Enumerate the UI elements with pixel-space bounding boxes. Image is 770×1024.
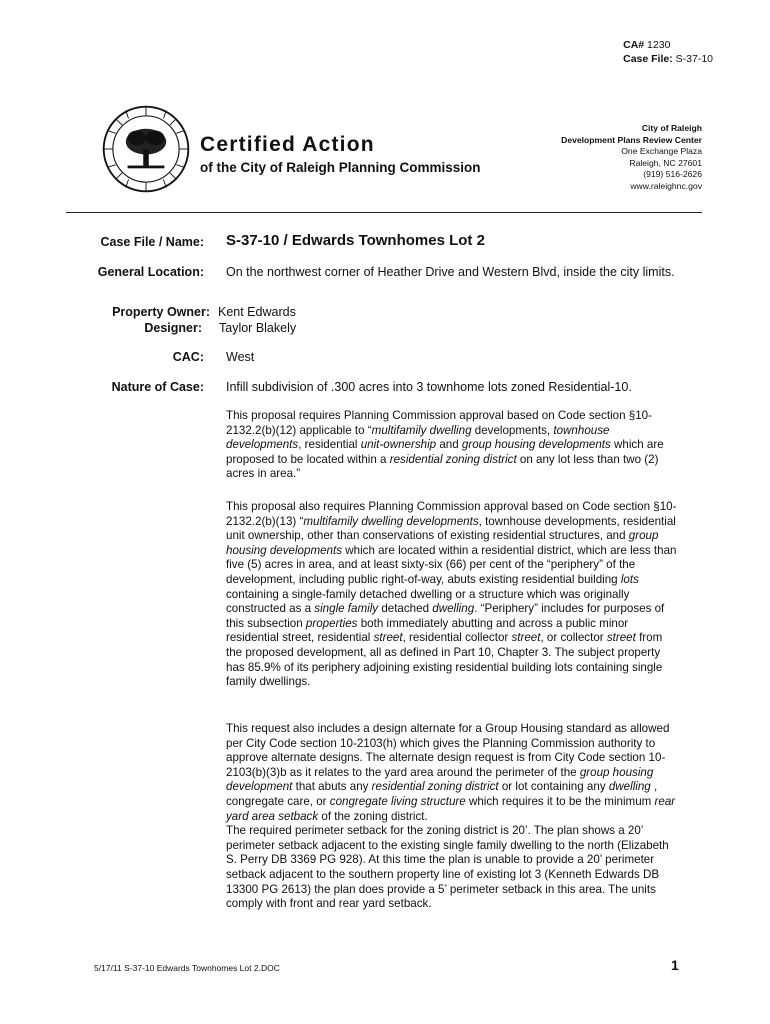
contact-dept: Development Plans Review Center — [561, 134, 702, 145]
ca-number: 1230 — [647, 39, 671, 51]
paragraph-code-section-13: This proposal also requires Planning Commission approval based on Code section §10-2132.2(b)(13) “multifamily dwelling developments, townhouse developments, residential unit ownership, other than conservations of existing residential structures, and group housing developments which are located within a residential district, which are less than five (5) acres in area, and at least sixty-six (66) per cent of the “periphery” of the development, including public right-of-way, abuts existing residential building lots containing a single-family detached dwelling or a structure which was originally constructed as a single family detached dwelling. “Periphery” includes for purposes of this subsection properties both immediately abutting and across a public minor residential street, residential street, residential collector street, or collector street from the proposed development, all as defined in Part 10, Chapter 3. The subject property has 85.9% of its periphery adjoining existing residential building lots containing single family dwellings. — [226, 500, 677, 689]
paragraph-code-section-12: This proposal requires Planning Commission approval based on Code section §10-2132.2(b)(12) applicable to “multifamily dwelling developments, townhouse developments, residential unit-ownership and group housing developments which are proposed to be located within a residential zoning district on any lot less than two (2) acres in area.” — [226, 409, 664, 481]
document-title: Certified Action — [200, 133, 375, 156]
contact-website: www.raleighnc.gov — [630, 180, 702, 191]
footer-document-name: 5/17/11 S-37-10 Edwards Townhomes Lot 2.DOC — [94, 963, 280, 973]
case-reference — [623, 38, 713, 66]
page-number: 1 — [671, 957, 679, 973]
casefile-number: S-37-10 — [675, 53, 713, 65]
property-owner-value: Kent Edwards — [218, 305, 296, 319]
contact-address: One Exchange Plaza — [621, 146, 702, 156]
ca-label: CA# — [623, 39, 645, 51]
city-seal-icon — [100, 103, 192, 195]
contact-city: Raleigh, NC 27601 — [629, 157, 702, 168]
contact-phone: (919) 516-2626 — [643, 169, 702, 179]
general-location-value: On the northwest corner of Heather Drive and Western Blvd, inside the city limits. — [226, 265, 675, 279]
cac-value: West — [226, 350, 255, 364]
nature-of-case-value: Infill subdivision of .300 acres into 3 townhome lots zoned Residential-10. — [226, 380, 632, 394]
designer-label: Designer: — [144, 321, 202, 335]
designer-value: Taylor Blakely — [219, 321, 297, 335]
paragraph-design-alternate: This request also includes a design alternate for a Group Housing standard as allowed per City Code section 10-2103(h) which gives the Planning Commission authority to approve alternate designs. The alternate design request is from City Code section 10-2103(b)(3)b as it relates to the yard area around the perimeter of the group housing development that abuts any residential zoning district or lot containing any dwelling , congregate care, or congregate living structure which requires it to be the minimum rear yard area setback of the zoning district. The required perimeter setback for the zoning district is 20’. The plan shows a 20’ perimeter setback adjacent to the existing single family dwelling to the north (Elizabeth S. Perry DB 3369 PG 928). At this time the plan is unable to provide a 20’ perimeter setback adjacent to the southern property line of existing lot 3 (Kenneth Edwards DB 13300 PG 2613) the plan does provide a 5’ perimeter setback in this area. The units comply with front and rear yard setback. — [226, 722, 676, 911]
cac-label: CAC: — [172, 350, 204, 364]
casefile-label: Case File: — [623, 53, 673, 65]
contact-block — [561, 123, 702, 192]
case-file-value: S-37-10 / Edwards Townhomes Lot 2 — [226, 232, 485, 249]
property-owner-label: Property Owner: — [112, 305, 210, 319]
header-divider — [66, 212, 702, 213]
nature-of-case-label: Nature of Case: — [111, 380, 204, 394]
general-location-label: General Location: — [97, 265, 204, 279]
document-subtitle: of the City of Raleigh Planning Commission — [200, 160, 481, 175]
case-file-label: Case File / Name: — [100, 235, 204, 249]
contact-org: City of Raleigh — [641, 123, 702, 133]
